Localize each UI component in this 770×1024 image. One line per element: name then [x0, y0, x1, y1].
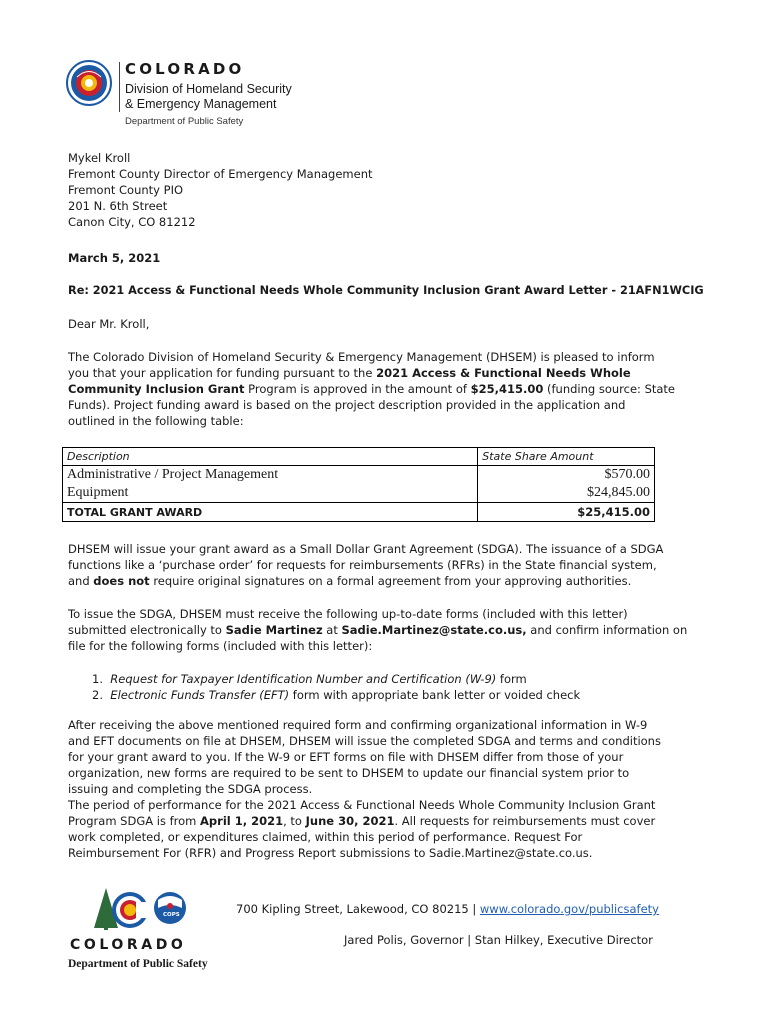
forms-text: submitted electronically to [68, 623, 226, 637]
footer-officials: Jared Polis, Governor | Stan Hilkey, Executive Director [344, 933, 653, 947]
after-line-3: for your grant award to you. If the W-9 or EFT forms on file with DHSEM differ from those of your [68, 750, 624, 764]
col-header-description: Description [63, 448, 478, 466]
header-division-line1: Division of Homeland Security [125, 82, 292, 96]
after-line-1: After receiving the above mentioned required form and confirming organizational information in W-9 [68, 718, 648, 732]
recipient-street: 201 N. 6th Street [68, 199, 168, 213]
after-line-4: organization, new forms are required to be sent to DHSEM to update our financial system prior to [68, 766, 630, 780]
start-date-bold: April 1, 2021 [200, 814, 284, 828]
forms-text: and confirm information on [526, 623, 688, 637]
period-line-1: The period of performance for the 2021 Access & Functional Needs Whole Community Inclusion Grant [68, 798, 656, 812]
sdga-line-2: functions like a ‘purchase order’ for requests for reimbursements (RFRs) in the State financial system, [68, 558, 657, 572]
period-line-2 [68, 813, 655, 830]
total-amount: $25,415.00 [478, 503, 655, 522]
footer-address: 700 Kipling Street, Lakewood, CO 80215 | [236, 902, 480, 916]
list-item [92, 671, 527, 688]
colorado-seal-icon [66, 60, 112, 110]
recipient-org: Fremont County PIO [68, 183, 184, 197]
table-row [63, 466, 655, 485]
row-amount: $570.00 [478, 466, 655, 485]
row-amount: $24,845.00 [478, 484, 655, 503]
program-name-bold: 2021 Access & Functional Needs Whole [376, 366, 631, 380]
table-header-row [63, 448, 655, 466]
period-line-4: Reimbursement For (RFR) and Progress Report submissions to Sadie.Martinez@state.co.us. [68, 846, 593, 860]
form-name-italic: Electronic Funds Transfer (EFT) [110, 688, 290, 702]
intro-text: Program is approved in the amount of [244, 382, 471, 396]
list-item [92, 687, 580, 704]
row-description: Administrative / Project Management [63, 466, 478, 485]
does-not-bold: does not [93, 574, 150, 588]
contact-email-link[interactable]: Sadie.Martinez@state.co.us, [341, 623, 527, 637]
forms-text: at [322, 623, 342, 637]
footer-website-link[interactable]: www.colorado.gov/publicsafety [479, 902, 659, 916]
sdga-text: and [68, 574, 94, 588]
after-line-2: and EFT documents on file at DHSEM, DHSEM will issue the completed SDGA and terms and conditions [68, 734, 661, 748]
total-label: TOTAL GRANT AWARD [63, 503, 478, 522]
contact-name-bold: Sadie Martinez [225, 623, 323, 637]
sdga-line-3 [68, 573, 631, 590]
header-state-name: COLORADO [125, 60, 245, 78]
letter-date: March 5, 2021 [68, 251, 161, 265]
period-text: Program SDGA is from [68, 814, 201, 828]
header-division-line2: & Emergency Management [125, 97, 277, 111]
recipient-city: Canon City, CO 81212 [68, 215, 196, 229]
intro-line-2 [68, 365, 631, 382]
sdga-text: require original signatures on a formal agreement from your approving authorities. [149, 574, 632, 588]
table-row [63, 484, 655, 503]
footer-state-name: COLORADO [70, 937, 187, 953]
col-header-amount: State Share Amount [478, 448, 655, 466]
salutation: Dear Mr. Kroll, [68, 317, 150, 331]
intro-line-1: The Colorado Division of Homeland Security & Emergency Management (DHSEM) is pleased to inform [68, 350, 655, 364]
period-text: , to [283, 814, 306, 828]
footer-department: Department of Public Safety [68, 958, 208, 970]
after-line-5: issuing and completing the SDGA process. [68, 782, 313, 796]
intro-line-4: Funds). Project funding award is based on the project description provided in the application and [68, 398, 626, 412]
forms-line-1: To issue the SDGA, DHSEM must receive the following up-to-date forms (included with this letter) [68, 607, 628, 621]
period-text: . All requests for reimbursements must cover [394, 814, 656, 828]
header-department: Department of Public Safety [125, 116, 244, 127]
recipient-name: Mykel Kroll [68, 151, 131, 165]
cops-badge-text: COPS [163, 912, 180, 918]
sdga-line-1: DHSEM will issue your grant award as a Small Dollar Grant Agreement (SDGA). The issuance of a SDGA [68, 542, 664, 556]
intro-text: you that your application for funding pursuant to the [68, 366, 377, 380]
header-divider [119, 62, 120, 112]
footer-address-line [236, 901, 659, 918]
table-total-row [63, 503, 655, 522]
list-number: 2. [92, 688, 103, 702]
list-text: form [496, 672, 527, 686]
end-date-bold: June 30, 2021 [305, 814, 395, 828]
recipient-title: Fremont County Director of Emergency Management [68, 167, 373, 181]
award-amount-bold: $25,415.00 [470, 382, 544, 396]
form-name-italic: Request for Taxpayer Identification Number and Certification (W-9) [110, 672, 497, 686]
row-description: Equipment [63, 484, 478, 503]
intro-text: (funding source: State [543, 382, 676, 396]
intro-line-3 [68, 381, 675, 398]
cdps-logo-icon [90, 884, 200, 938]
program-name-bold: Community Inclusion Grant [68, 382, 245, 396]
forms-line-3: file for the following forms (included with this letter): [68, 639, 373, 653]
period-line-3: work completed, or expenditures claimed, within this period of performance. Request For [68, 830, 583, 844]
list-text: form with appropriate bank letter or voided check [289, 688, 581, 702]
forms-line-2 [68, 622, 687, 639]
intro-line-5: outlined in the following table: [68, 414, 244, 428]
letter-subject: Re: 2021 Access & Functional Needs Whole Community Inclusion Grant Award Letter - 21AFN1WCIG [68, 284, 704, 297]
grant-award-table [62, 447, 655, 522]
list-number: 1. [92, 672, 103, 686]
